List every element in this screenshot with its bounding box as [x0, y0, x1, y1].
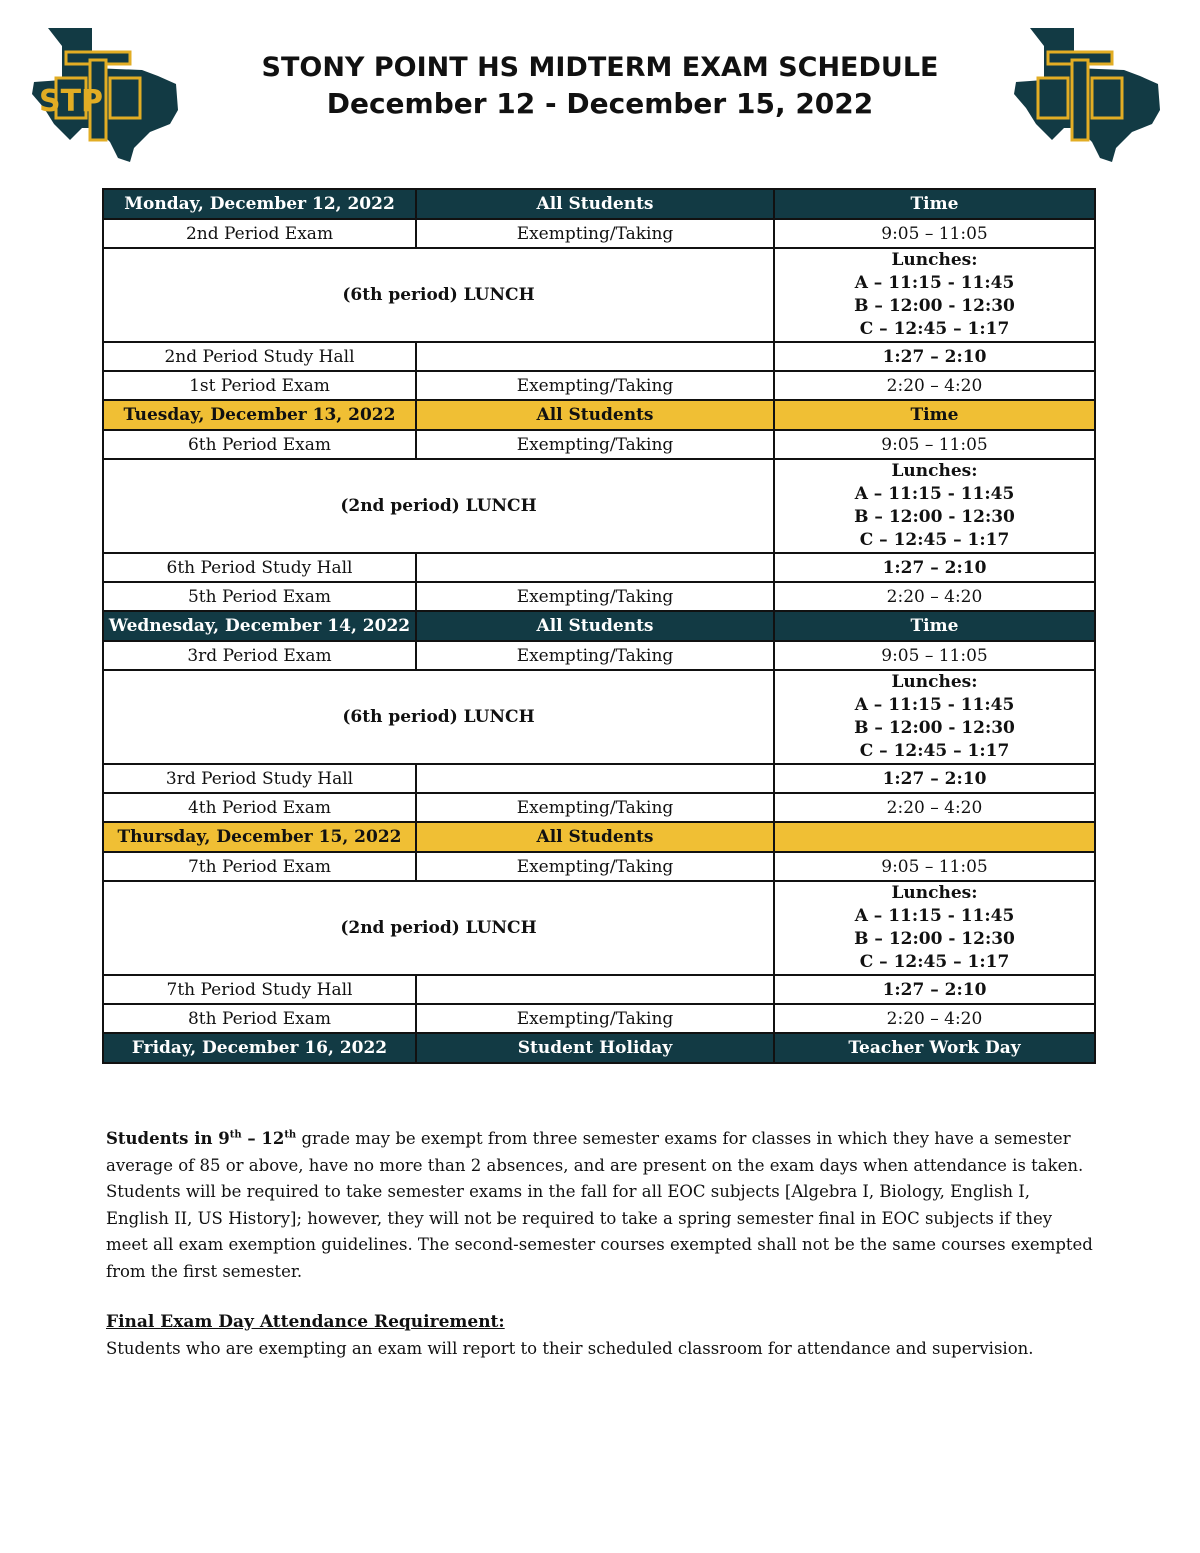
lunch-a: A – 11:15 - 11:45	[854, 906, 1015, 926]
exam-time: 9:05 – 11:05	[774, 852, 1095, 881]
friday-students: Student Holiday	[416, 1033, 774, 1063]
students-header: All Students	[416, 400, 774, 430]
notes-body: grade may be exempt from three semester exams for classes in which they have a semester average of 85 or above, have no more than 2 absences, and are present on the exam days when attendance is taken. Students will be required to take semester exams in the fall for all EOC subjects [Algebra I, Biology, English I, English II, US History]; however, they will not be required to take a spring semester final in EOC subjects if they meet all exam exemption guidelines. The second-semester courses exempted shall not be the same courses exempted from the first semester.	[106, 1129, 1093, 1281]
exam-schedule-table	[102, 188, 1096, 1064]
lunches-title: Lunches:	[891, 672, 978, 692]
lunch-c: C – 12:45 – 1:17	[859, 741, 1010, 761]
lunch-label: (2nd period) LUNCH	[103, 881, 774, 975]
exam-label: 6th Period Exam	[103, 430, 416, 459]
lunch-a: A – 11:15 - 11:45	[854, 484, 1015, 504]
study-hall-time: 1:27 – 2:10	[774, 764, 1095, 793]
svg-text:STP: STP	[38, 84, 104, 119]
lunch-b: B – 12:00 - 12:30	[854, 296, 1015, 316]
lunch-a: A – 11:15 - 11:45	[854, 273, 1015, 293]
exam-time: 9:05 – 11:05	[774, 430, 1095, 459]
lunch-c: C – 12:45 – 1:17	[859, 530, 1010, 550]
exam-row	[103, 219, 1095, 248]
students-header: All Students	[416, 611, 774, 641]
time-header: Time	[774, 611, 1095, 641]
lunch-b: B – 12:00 - 12:30	[854, 718, 1015, 738]
lunches-title: Lunches:	[891, 461, 978, 481]
day-label: Tuesday, December 13, 2022	[103, 400, 416, 430]
lunch-label: (2nd period) LUNCH	[103, 459, 774, 553]
lunch-times	[774, 881, 1095, 975]
lunches-title: Lunches:	[891, 883, 978, 903]
study-hall-row	[103, 342, 1095, 371]
exam-row	[103, 1004, 1095, 1033]
exam-students: Exempting/Taking	[416, 793, 774, 822]
attendance-heading: Final Exam Day Attendance Requirement:	[106, 1312, 505, 1332]
exam-label: 1st Period Exam	[103, 371, 416, 400]
exam-students: Exempting/Taking	[416, 852, 774, 881]
exam-students: Exempting/Taking	[416, 371, 774, 400]
exam-students: Exempting/Taking	[416, 430, 774, 459]
exemption-notes	[106, 1126, 1096, 1285]
lunch-row	[103, 881, 1095, 975]
students-header: All Students	[416, 822, 774, 852]
study-hall-students	[416, 553, 774, 582]
friday-day: Friday, December 16, 2022	[103, 1033, 416, 1063]
study-hall-label: 2nd Period Study Hall	[103, 342, 416, 371]
study-hall-time: 1:27 – 2:10	[774, 342, 1095, 371]
day-label: Monday, December 12, 2022	[103, 189, 416, 219]
day-header-row	[103, 400, 1095, 430]
day-label: Wednesday, December 14, 2022	[103, 611, 416, 641]
day-label: Thursday, December 15, 2022	[103, 822, 416, 852]
lunch-label: (6th period) LUNCH	[103, 670, 774, 764]
study-hall-row	[103, 975, 1095, 1004]
exam-time: 2:20 – 4:20	[774, 582, 1095, 611]
lunch-row	[103, 670, 1095, 764]
exam-row	[103, 852, 1095, 881]
exam-students: Exempting/Taking	[416, 641, 774, 670]
lunch-row	[103, 459, 1095, 553]
school-logo-right	[1012, 24, 1162, 164]
exam-label: 4th Period Exam	[103, 793, 416, 822]
study-hall-row	[103, 764, 1095, 793]
page-title: STONY POINT HS MIDTERM EXAM SCHEDULE	[261, 52, 939, 83]
study-hall-label: 6th Period Study Hall	[103, 553, 416, 582]
title-block	[200, 52, 1000, 120]
exam-time: 2:20 – 4:20	[774, 1004, 1095, 1033]
exam-students: Exempting/Taking	[416, 219, 774, 248]
study-hall-students	[416, 342, 774, 371]
exam-time: 2:20 – 4:20	[774, 793, 1095, 822]
exam-label: 5th Period Exam	[103, 582, 416, 611]
lunch-c: C – 12:45 – 1:17	[859, 319, 1010, 339]
exam-time: 9:05 – 11:05	[774, 641, 1095, 670]
exam-label: 3rd Period Exam	[103, 641, 416, 670]
notes-lead: Students in 9th – 12th	[106, 1129, 297, 1148]
friday-time: Teacher Work Day	[774, 1033, 1095, 1063]
exam-row	[103, 641, 1095, 670]
exam-row	[103, 793, 1095, 822]
exam-time: 2:20 – 4:20	[774, 371, 1095, 400]
attendance-body: Students who are exempting an exam will report to their scheduled classroom for attendance and supervision.	[106, 1339, 1034, 1358]
school-logo-left	[30, 24, 180, 164]
lunch-c: C – 12:45 – 1:17	[859, 952, 1010, 972]
day-header-row	[103, 822, 1095, 852]
exam-label: 7th Period Exam	[103, 852, 416, 881]
study-hall-students	[416, 764, 774, 793]
exam-label: 2nd Period Exam	[103, 219, 416, 248]
lunch-b: B – 12:00 - 12:30	[854, 507, 1015, 527]
friday-header-row	[103, 1033, 1095, 1063]
students-header: All Students	[416, 189, 774, 219]
exam-time: 9:05 – 11:05	[774, 219, 1095, 248]
study-hall-time: 1:27 – 2:10	[774, 975, 1095, 1004]
lunch-a: A – 11:15 - 11:45	[854, 695, 1015, 715]
day-header-row	[103, 611, 1095, 641]
study-hall-label: 7th Period Study Hall	[103, 975, 416, 1004]
study-hall-students	[416, 975, 774, 1004]
exam-row	[103, 430, 1095, 459]
page-subtitle: December 12 - December 15, 2022	[326, 87, 874, 120]
time-header	[774, 822, 1095, 852]
day-header-row	[103, 189, 1095, 219]
lunches-title: Lunches:	[891, 250, 978, 270]
lunch-times	[774, 459, 1095, 553]
study-hall-label: 3rd Period Study Hall	[103, 764, 416, 793]
time-header: Time	[774, 189, 1095, 219]
exam-students: Exempting/Taking	[416, 1004, 774, 1033]
lunch-label: (6th period) LUNCH	[103, 248, 774, 342]
study-hall-row	[103, 553, 1095, 582]
lunch-row	[103, 248, 1095, 342]
lunch-times	[774, 248, 1095, 342]
time-header: Time	[774, 400, 1095, 430]
exam-label: 8th Period Exam	[103, 1004, 416, 1033]
lunch-b: B – 12:00 - 12:30	[854, 929, 1015, 949]
exam-students: Exempting/Taking	[416, 582, 774, 611]
exam-row	[103, 371, 1095, 400]
exam-row	[103, 582, 1095, 611]
study-hall-time: 1:27 – 2:10	[774, 553, 1095, 582]
lunch-times	[774, 670, 1095, 764]
